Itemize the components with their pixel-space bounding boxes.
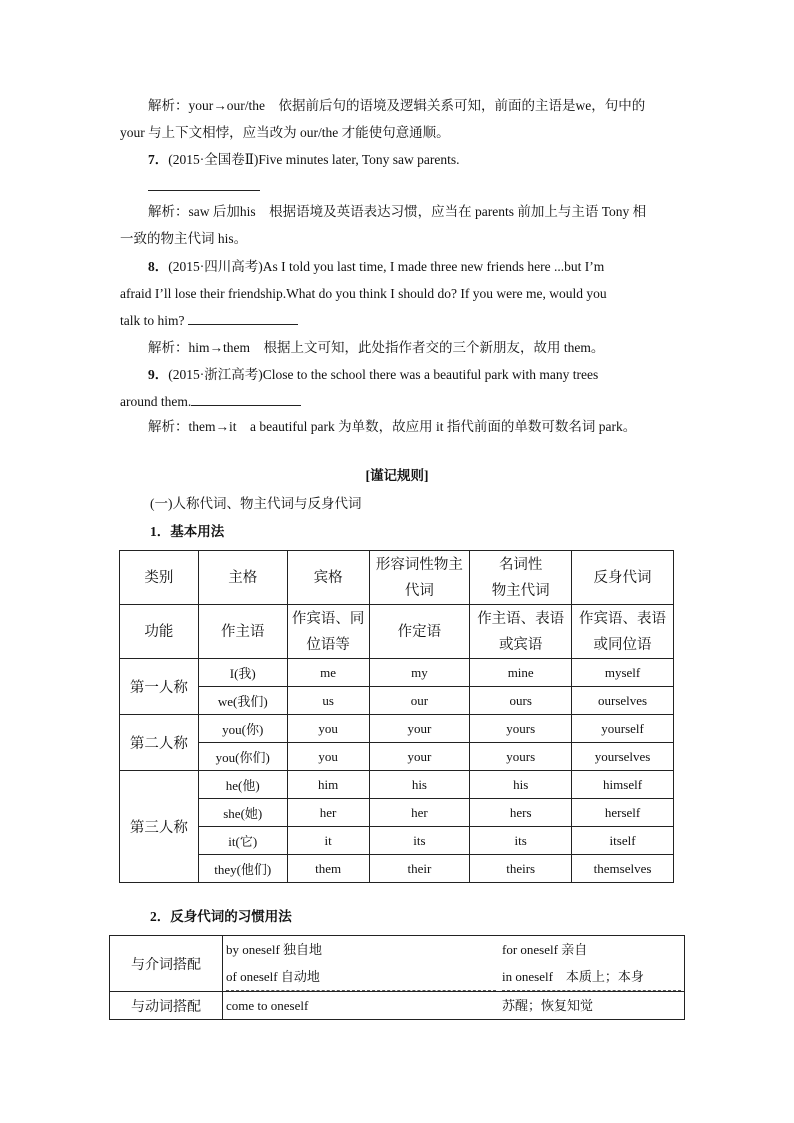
header-cell: 形容词性物主 代词 — [369, 551, 470, 605]
function-cell: 功能 — [120, 605, 199, 659]
pronoun-cell: his — [369, 771, 470, 799]
phrase-item: in oneself 本质上；本身 — [502, 963, 681, 991]
table-row — [120, 771, 674, 799]
header-cell: 名词性 物主代词 — [470, 551, 572, 605]
table-row — [110, 992, 685, 1020]
function-cell: 作主语、表语 或宾语 — [470, 605, 572, 659]
analysis-6 — [120, 92, 675, 146]
function-cell: 作定语 — [369, 605, 470, 659]
rules-title: [谨记规则] — [365, 468, 429, 483]
pronoun-cell: themselves — [572, 855, 674, 883]
pronoun-cell: itself — [572, 827, 674, 855]
question-7 — [120, 146, 675, 200]
question-number: 9． — [148, 367, 169, 382]
question-text-line1: (2015·浙江高考)Close to the school there was a beautiful park with many trees — [168, 367, 599, 382]
pronoun-cell: ours — [470, 687, 572, 715]
subsection-1-title: 1．基本用法 — [150, 524, 225, 539]
pronoun-cell: yourselves — [572, 743, 674, 771]
analysis-9 — [120, 413, 675, 440]
pronoun-cell: it(它) — [198, 827, 287, 855]
phrase-item: of oneself 自动地 — [226, 963, 496, 991]
question-text-line1: (2015·四川高考)As I told you last time, I made three new friends here ...but I’m — [168, 259, 605, 274]
analysis-label: 解析： — [148, 340, 189, 355]
table-row — [120, 827, 674, 855]
answer-blank[interactable] — [188, 310, 298, 325]
analysis-7 — [120, 198, 675, 252]
function-cell: 作宾语、表语 或同位语 — [572, 605, 674, 659]
header-cell: 类别 — [120, 551, 199, 605]
phrase-item: come to oneself — [226, 998, 309, 1013]
analysis-text-line1: saw 后加his 根据语境及英语表达习惯，应当在 parents 前加上与主语 Tony 相 — [188, 204, 647, 219]
analysis-text-line2: 一致的物主代词 his。 — [120, 231, 248, 246]
phrase-item: 苏醒；恢复知觉 — [502, 998, 594, 1013]
analysis-text: him→them 根据上文可知，此处指作者交的三个新朋友，故用 them。 — [188, 340, 605, 355]
category-cell: 与介词搭配 — [110, 936, 223, 992]
function-cell: 作宾语、同 位语等 — [287, 605, 369, 659]
pronoun-cell: you — [287, 715, 369, 743]
reflexive-usage-table — [109, 935, 685, 1020]
question-8 — [120, 253, 675, 334]
category-cell: 与动词搭配 — [110, 992, 223, 1020]
analysis-text-line1: your→our/the 依据前后句的语境及逻辑关系可知，前面的主语是we，句中的 — [188, 98, 646, 113]
pronoun-cell: it — [287, 827, 369, 855]
subsection-2-title: 2．反身代词的习惯用法 — [150, 909, 292, 924]
pronoun-cell: yours — [470, 715, 572, 743]
phrase-cell — [499, 992, 685, 1020]
pronoun-cell: herself — [572, 799, 674, 827]
table-row — [120, 855, 674, 883]
pronoun-cell: its — [470, 827, 572, 855]
question-9 — [120, 361, 675, 415]
category-cell: 第二人称 — [120, 715, 199, 771]
pronoun-cell: I(我) — [198, 659, 287, 687]
pronoun-cell: hers — [470, 799, 572, 827]
table-row — [110, 936, 685, 992]
pronoun-cell: her — [287, 799, 369, 827]
analysis-label: 解析： — [148, 204, 189, 219]
pronoun-cell: theirs — [470, 855, 572, 883]
question-text-line2: afraid I’ll lose their friendship.What do you think I should do? If you were me, would you — [120, 286, 607, 301]
phrase-item: for oneself 亲自 — [502, 942, 588, 957]
question-text-line3: talk to him? — [120, 313, 185, 328]
pronoun-cell: ourselves — [572, 687, 674, 715]
pronoun-cell: your — [369, 715, 470, 743]
table-row — [120, 715, 674, 743]
pronoun-cell: you(你) — [198, 715, 287, 743]
pronoun-cell: my — [369, 659, 470, 687]
pronoun-cell: her — [369, 799, 470, 827]
pronoun-cell: us — [287, 687, 369, 715]
pronoun-cell: their — [369, 855, 470, 883]
pronoun-cell: you(你们) — [198, 743, 287, 771]
answer-blank[interactable] — [191, 391, 301, 406]
table-row — [120, 687, 674, 715]
section-1-title: (一)人称代词、物主代词与反身代词 — [150, 496, 362, 511]
pronoun-cell: your — [369, 743, 470, 771]
pronoun-cell: yourself — [572, 715, 674, 743]
pronoun-cell: our — [369, 687, 470, 715]
header-cell: 宾格 — [287, 551, 369, 605]
pronoun-cell: himself — [572, 771, 674, 799]
pronoun-cell: its — [369, 827, 470, 855]
pronoun-cell: him — [287, 771, 369, 799]
pronoun-cell: his — [470, 771, 572, 799]
analysis-label: 解析： — [148, 98, 189, 113]
analysis-text: them→it a beautiful park 为单数，故应用 it 指代前面的单数可数名词 park。 — [188, 419, 637, 434]
pronoun-cell: you — [287, 743, 369, 771]
table-row — [120, 659, 674, 687]
phrase-cell — [223, 936, 500, 992]
pronoun-cell: he(他) — [198, 771, 287, 799]
phrase-cell — [499, 936, 685, 992]
analysis-label: 解析： — [148, 419, 189, 434]
pronoun-cell: mine — [470, 659, 572, 687]
pronoun-cell: they(他们) — [198, 855, 287, 883]
pronoun-cell: me — [287, 659, 369, 687]
pronoun-cell: yours — [470, 743, 572, 771]
question-text: (2015·全国卷Ⅱ)Five minutes later, Tony saw parents. — [168, 152, 460, 167]
pronoun-cell: she(她) — [198, 799, 287, 827]
pronoun-cell: myself — [572, 659, 674, 687]
question-text-line2: around them. — [120, 394, 192, 409]
function-cell: 作主语 — [198, 605, 287, 659]
question-number: 8． — [148, 259, 169, 274]
pronoun-cell: we(我们) — [198, 687, 287, 715]
table-row — [120, 799, 674, 827]
phrase-cell — [223, 992, 500, 1020]
analysis-text-line2: your 与上下文相悖，应当改为 our/the 才能使句意通顺。 — [120, 125, 450, 140]
category-cell: 第一人称 — [120, 659, 199, 715]
table-row — [120, 743, 674, 771]
question-number: 7． — [148, 152, 169, 167]
header-cell: 主格 — [198, 551, 287, 605]
pronoun-table — [119, 550, 674, 883]
answer-blank[interactable] — [148, 176, 260, 191]
header-cell: 反身代词 — [572, 551, 674, 605]
category-cell: 第三人称 — [120, 771, 199, 883]
phrase-item: by oneself 独自地 — [226, 942, 323, 957]
analysis-8 — [120, 334, 675, 361]
pronoun-cell: them — [287, 855, 369, 883]
